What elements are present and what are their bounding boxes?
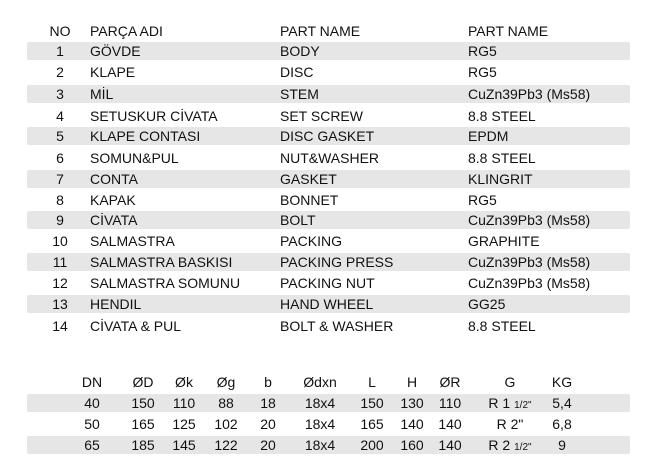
table-row (27, 85, 630, 103)
table-row (27, 170, 630, 188)
cell-b: 18 (260, 395, 276, 411)
cell-no: 1 (56, 43, 64, 59)
cell-material: KLINGRIT (468, 171, 533, 187)
cell-ok: 145 (172, 437, 196, 453)
header-odxn: Ødxn (303, 374, 337, 390)
header-kg: KG (551, 374, 573, 390)
cell-l: 150 (360, 395, 384, 411)
cell-part-name: BONNET (280, 192, 339, 208)
cell-material: RG5 (468, 192, 497, 208)
cell-parca-adi: CİVATA (90, 212, 138, 228)
table-row (27, 295, 630, 313)
cell-h: 140 (400, 416, 424, 432)
cell-ok: 110 (172, 395, 196, 411)
header-h: H (406, 374, 418, 390)
header-parca-adi: PARÇA ADI (90, 23, 163, 39)
table-row (27, 436, 630, 454)
cell-no: 6 (56, 150, 64, 166)
cell-parca-adi: SALMASTRA SOMUNU (90, 275, 241, 291)
parts-header-row (27, 22, 630, 40)
cell-part-name: PACKING (280, 233, 342, 249)
cell-h: 160 (400, 437, 424, 453)
table-row (27, 415, 630, 433)
cell-material: 8.8 STEEL (468, 108, 536, 124)
cell-material: RG5 (468, 43, 497, 59)
cell-material: GRAPHITE (468, 233, 540, 249)
cell-part-name: NUT&WASHER (280, 150, 380, 166)
cell-no: 5 (56, 128, 64, 144)
cell-part-name: STEM (280, 86, 319, 102)
cell-or: 110 (438, 395, 462, 411)
cell-no: 4 (56, 108, 64, 124)
cell-no: 8 (56, 192, 64, 208)
header-og: Øg (216, 374, 236, 390)
cell-g-main: R 2" (496, 416, 524, 432)
cell-material: CuZn39Pb3 (Ms58) (468, 86, 591, 102)
cell-parca-adi: GÖVDE (90, 43, 141, 59)
cell-l: 200 (360, 437, 384, 453)
cell-part-name: HAND WHEEL (280, 296, 374, 312)
cell-material: 8.8 STEEL (468, 150, 536, 166)
cell-material: EPDM (468, 128, 509, 144)
cell-kg: 5,4 (552, 395, 572, 411)
cell-no: 9 (56, 212, 64, 228)
cell-part-name: BOLT (280, 212, 316, 228)
cell-dn: 50 (84, 416, 100, 432)
cell-material: CuZn39Pb3 (Ms58) (468, 275, 591, 291)
cell-parca-adi: SALMASTRA BASKISI (90, 254, 233, 270)
header-material: PART NAME (468, 23, 549, 39)
cell-parca-adi: HENDIL (90, 296, 142, 312)
cell-h: 130 (400, 395, 424, 411)
cell-g-main: R 1 (488, 395, 515, 411)
cell-od: 185 (131, 437, 155, 453)
cell-od: 150 (131, 395, 155, 411)
cell-kg: 6,8 (552, 416, 572, 432)
cell-dn: 40 (84, 395, 100, 411)
table-row (27, 42, 630, 60)
table-row (27, 317, 630, 335)
cell-material: CuZn39Pb3 (Ms58) (468, 212, 591, 228)
cell-parca-adi: MİL (90, 86, 114, 102)
table-row (27, 253, 630, 271)
cell-no: 7 (56, 171, 64, 187)
cell-part-name: DISC (280, 64, 314, 80)
table-row (27, 394, 630, 412)
cell-kg: 9 (558, 437, 566, 453)
cell-l: 165 (360, 416, 384, 432)
cell-og: 88 (218, 395, 234, 411)
cell-no: 14 (52, 318, 68, 334)
cell-parca-adi: CİVATA & PUL (90, 318, 182, 334)
table-row (27, 149, 630, 167)
header-g: G (504, 374, 516, 390)
cell-parca-adi: CONTA (90, 171, 138, 187)
cell-odxn: 18x4 (304, 416, 336, 432)
cell-g-fraction: 1/2" (514, 442, 532, 453)
header-or: ØR (439, 374, 461, 390)
header-od: ØD (132, 374, 154, 390)
cell-no: 13 (52, 296, 68, 312)
table-row (27, 232, 630, 250)
cell-part-name: BODY (280, 43, 320, 59)
cell-g-fraction: 1/2" (514, 400, 532, 411)
table-row (27, 63, 630, 81)
cell-part-name: DISC GASKET (280, 128, 375, 144)
table-row (27, 127, 630, 145)
cell-part-name: BOLT & WASHER (280, 318, 394, 334)
cell-g (488, 436, 531, 457)
cell-or: 140 (438, 416, 462, 432)
table-row (27, 211, 630, 229)
cell-or: 140 (438, 437, 462, 453)
cell-material: RG5 (468, 64, 497, 80)
cell-og: 122 (214, 437, 238, 453)
cell-g (497, 415, 524, 436)
cell-od: 165 (131, 416, 155, 432)
cell-ok: 125 (172, 416, 196, 432)
cell-parca-adi: SALMASTRA (90, 233, 175, 249)
cell-no: 12 (52, 275, 68, 291)
cell-g (488, 394, 531, 415)
cell-part-name: PACKING NUT (280, 275, 375, 291)
cell-og: 102 (214, 416, 238, 432)
header-l: L (368, 374, 376, 390)
table-row (27, 191, 630, 209)
cell-material: 8.8 STEEL (468, 318, 536, 334)
cell-no: 10 (52, 233, 68, 249)
cell-g-main: R 2 (488, 437, 515, 453)
cell-parca-adi: SETUSKUR CİVATA (90, 108, 218, 124)
cell-parca-adi: KAPAK (90, 192, 136, 208)
cell-parca-adi: KLAPE (90, 64, 136, 80)
cell-b: 20 (260, 437, 276, 453)
header-ok: Øk (175, 374, 193, 390)
cell-no: 11 (52, 254, 68, 270)
cell-parca-adi: KLAPE CONTASI (90, 128, 201, 144)
cell-dn: 65 (84, 437, 100, 453)
cell-no: 2 (56, 64, 64, 80)
header-no: NO (49, 23, 71, 39)
header-dn: DN (81, 374, 103, 390)
table-row (27, 107, 630, 125)
cell-part-name: SET SCREW (280, 108, 363, 124)
dims-header-row (27, 373, 630, 391)
cell-material: GG25 (468, 296, 506, 312)
cell-parca-adi: SOMUN&PUL (90, 150, 179, 166)
cell-part-name: GASKET (280, 171, 337, 187)
cell-no: 3 (56, 86, 64, 102)
header-part-name: PART NAME (280, 23, 361, 39)
cell-odxn: 18x4 (304, 395, 336, 411)
cell-part-name: PACKING PRESS (280, 254, 394, 270)
header-b: b (264, 374, 272, 390)
cell-b: 20 (260, 416, 276, 432)
cell-material: CuZn39Pb3 (Ms58) (468, 254, 591, 270)
table-row (27, 274, 630, 292)
cell-odxn: 18x4 (304, 437, 336, 453)
